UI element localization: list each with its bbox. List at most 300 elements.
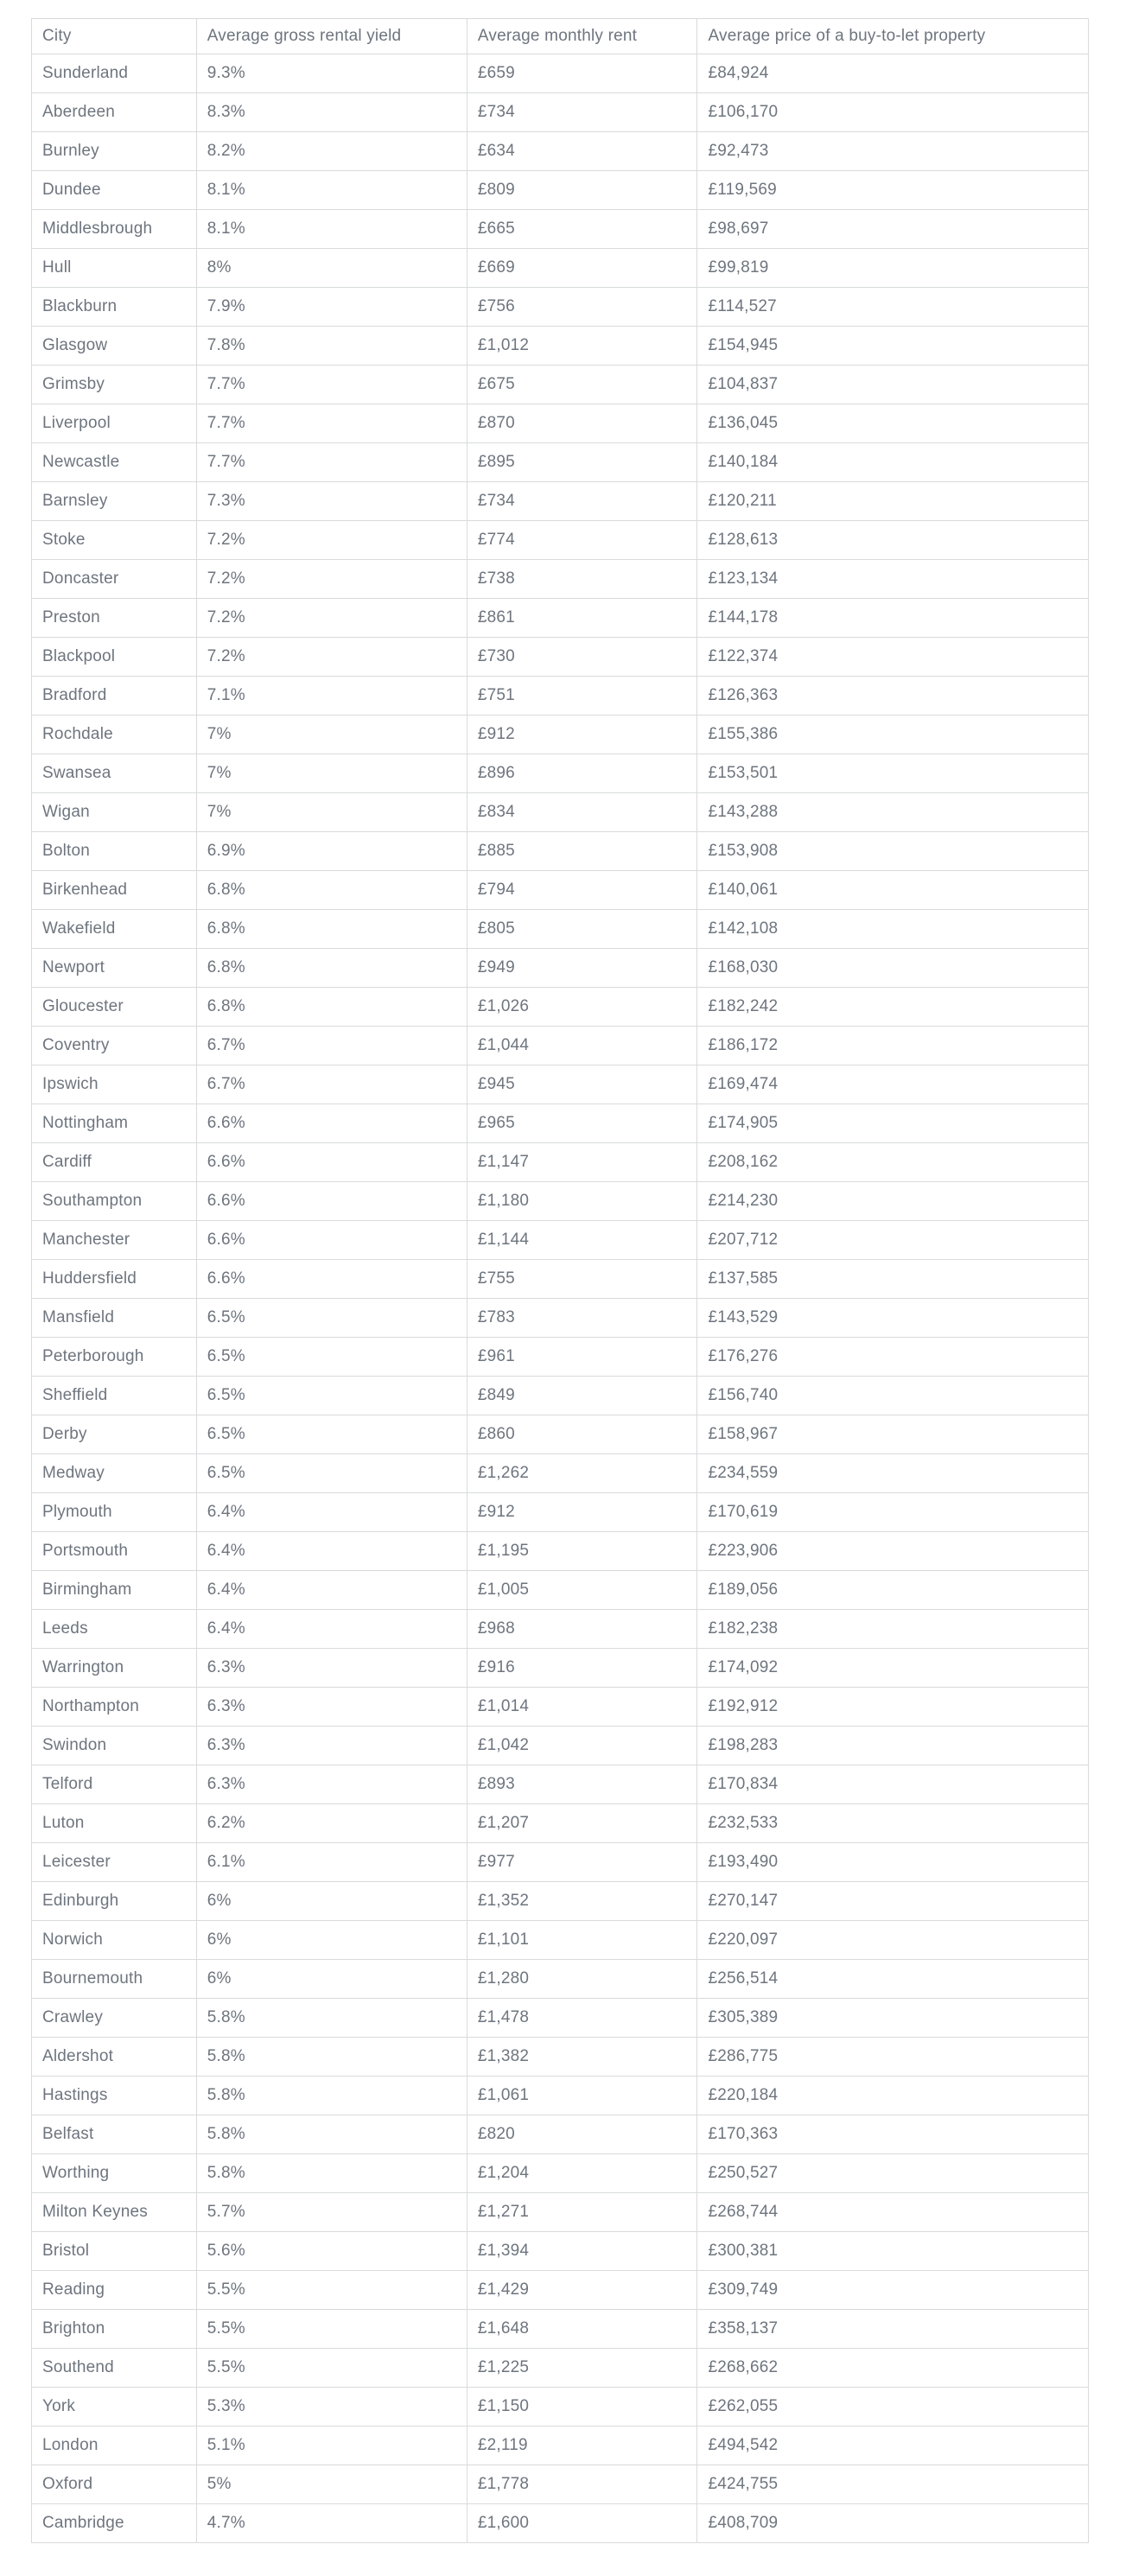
price-cell: £424,755 [697, 2465, 1089, 2504]
price-cell: £214,230 [697, 1182, 1089, 1221]
yield-cell: 6% [196, 1960, 467, 1999]
table-row [32, 2232, 1089, 2271]
yield-cell: 5.5% [196, 2310, 467, 2349]
column-header-city: City [32, 19, 197, 54]
table-row [32, 2193, 1089, 2232]
price-cell: £220,097 [697, 1921, 1089, 1960]
city-cell: Gloucester [32, 988, 197, 1027]
table-row [32, 1493, 1089, 1532]
rent-cell: £809 [467, 171, 697, 210]
rent-cell: £1,014 [467, 1688, 697, 1727]
table-row [32, 2310, 1089, 2349]
yield-cell: 6.6% [196, 1260, 467, 1299]
city-cell: Bradford [32, 677, 197, 716]
price-cell: £119,569 [697, 171, 1089, 210]
price-cell: £140,061 [697, 871, 1089, 910]
yield-cell: 6.7% [196, 1027, 467, 1065]
rent-cell: £1,144 [467, 1221, 697, 1260]
city-cell: Glasgow [32, 327, 197, 366]
city-cell: Peterborough [32, 1338, 197, 1377]
yield-cell: 7.2% [196, 560, 467, 599]
price-cell: £268,662 [697, 2349, 1089, 2388]
yield-cell: 6.8% [196, 949, 467, 988]
price-cell: £198,283 [697, 1727, 1089, 1765]
rent-cell: £945 [467, 1065, 697, 1104]
rental-yield-table-container [31, 18, 1089, 2543]
yield-cell: 6.6% [196, 1104, 467, 1143]
rent-cell: £861 [467, 599, 697, 638]
table-row [32, 754, 1089, 793]
price-cell: £143,288 [697, 793, 1089, 832]
city-cell: London [32, 2427, 197, 2465]
city-cell: Wigan [32, 793, 197, 832]
table-row [32, 288, 1089, 327]
price-cell: £300,381 [697, 2232, 1089, 2271]
rent-cell: £1,204 [467, 2154, 697, 2193]
city-cell: Crawley [32, 1999, 197, 2038]
yield-cell: 6.1% [196, 1843, 467, 1882]
table-row [32, 1454, 1089, 1493]
city-cell: Hastings [32, 2077, 197, 2115]
city-cell: Swindon [32, 1727, 197, 1765]
price-cell: £182,242 [697, 988, 1089, 1027]
city-cell: Liverpool [32, 404, 197, 443]
rent-cell: £849 [467, 1377, 697, 1415]
city-cell: Blackburn [32, 288, 197, 327]
table-row [32, 832, 1089, 871]
city-cell: Derby [32, 1415, 197, 1454]
yield-cell: 5.6% [196, 2232, 467, 2271]
yield-cell: 6.6% [196, 1221, 467, 1260]
city-cell: Nottingham [32, 1104, 197, 1143]
rent-cell: £1,280 [467, 1960, 697, 1999]
table-row [32, 2154, 1089, 2193]
price-cell: £123,134 [697, 560, 1089, 599]
table-row [32, 1532, 1089, 1571]
yield-cell: 5.8% [196, 2115, 467, 2154]
yield-cell: 6.8% [196, 910, 467, 949]
price-cell: £192,912 [697, 1688, 1089, 1727]
rent-cell: £1,005 [467, 1571, 697, 1610]
city-cell: Luton [32, 1804, 197, 1843]
yield-cell: 5.3% [196, 2388, 467, 2427]
yield-cell: 6.3% [196, 1727, 467, 1765]
table-row [32, 871, 1089, 910]
rent-cell: £1,026 [467, 988, 697, 1027]
yield-cell: 7.2% [196, 599, 467, 638]
city-cell: Bournemouth [32, 1960, 197, 1999]
rent-cell: £1,648 [467, 2310, 697, 2349]
column-header-gross-rental-yield: Average gross rental yield [196, 19, 467, 54]
table-row [32, 1571, 1089, 1610]
rent-cell: £794 [467, 871, 697, 910]
yield-cell: 6.3% [196, 1765, 467, 1804]
price-cell: £250,527 [697, 2154, 1089, 2193]
yield-cell: 5.7% [196, 2193, 467, 2232]
yield-cell: 6% [196, 1882, 467, 1921]
price-cell: £144,178 [697, 599, 1089, 638]
rent-cell: £1,207 [467, 1804, 697, 1843]
price-cell: £494,542 [697, 2427, 1089, 2465]
yield-cell: 6.4% [196, 1532, 467, 1571]
yield-cell: 5% [196, 2465, 467, 2504]
city-cell: Aberdeen [32, 93, 197, 132]
table-row [32, 1104, 1089, 1143]
city-cell: Southampton [32, 1182, 197, 1221]
table-row [32, 404, 1089, 443]
rent-cell: £1,271 [467, 2193, 697, 2232]
rent-cell: £1,147 [467, 1143, 697, 1182]
city-cell: Bristol [32, 2232, 197, 2271]
yield-cell: 6.5% [196, 1299, 467, 1338]
yield-cell: 7.2% [196, 521, 467, 560]
table-row [32, 366, 1089, 404]
city-cell: Wakefield [32, 910, 197, 949]
rent-cell: £634 [467, 132, 697, 171]
price-cell: £286,775 [697, 2038, 1089, 2077]
rent-cell: £968 [467, 1610, 697, 1649]
table-row [32, 988, 1089, 1027]
yield-cell: 6% [196, 1921, 467, 1960]
table-header [32, 19, 1089, 54]
price-cell: £106,170 [697, 93, 1089, 132]
city-cell: Leicester [32, 1843, 197, 1882]
city-cell: Birmingham [32, 1571, 197, 1610]
city-cell: Barnsley [32, 482, 197, 521]
table-row [32, 560, 1089, 599]
city-cell: Worthing [32, 2154, 197, 2193]
table-row [32, 54, 1089, 93]
city-cell: Oxford [32, 2465, 197, 2504]
table-row [32, 210, 1089, 249]
rent-cell: £1,101 [467, 1921, 697, 1960]
rent-cell: £1,394 [467, 2232, 697, 2271]
yield-cell: 5.8% [196, 2154, 467, 2193]
city-cell: Southend [32, 2349, 197, 2388]
yield-cell: 8.1% [196, 210, 467, 249]
price-cell: £182,238 [697, 1610, 1089, 1649]
table-row [32, 521, 1089, 560]
table-row [32, 1610, 1089, 1649]
rent-cell: £965 [467, 1104, 697, 1143]
yield-cell: 6.5% [196, 1338, 467, 1377]
price-cell: £169,474 [697, 1065, 1089, 1104]
table-row [32, 2388, 1089, 2427]
city-cell: Mansfield [32, 1299, 197, 1338]
rent-cell: £895 [467, 443, 697, 482]
rental-yield-table [31, 18, 1089, 2543]
price-cell: £232,533 [697, 1804, 1089, 1843]
city-cell: Portsmouth [32, 1532, 197, 1571]
rent-cell: £1,042 [467, 1727, 697, 1765]
rent-cell: £1,195 [467, 1532, 697, 1571]
price-cell: £174,905 [697, 1104, 1089, 1143]
yield-cell: 6.5% [196, 1377, 467, 1415]
price-cell: £155,386 [697, 716, 1089, 754]
rent-cell: £870 [467, 404, 697, 443]
yield-cell: 6.3% [196, 1649, 467, 1688]
rent-cell: £1,600 [467, 2504, 697, 2543]
table-row [32, 93, 1089, 132]
rent-cell: £885 [467, 832, 697, 871]
header-row [32, 19, 1089, 54]
city-cell: Huddersfield [32, 1260, 197, 1299]
city-cell: Preston [32, 599, 197, 638]
yield-cell: 8% [196, 249, 467, 288]
price-cell: £223,906 [697, 1532, 1089, 1571]
rent-cell: £1,778 [467, 2465, 697, 2504]
rent-cell: £912 [467, 1493, 697, 1532]
rent-cell: £751 [467, 677, 697, 716]
yield-cell: 5.5% [196, 2271, 467, 2310]
table-row [32, 1415, 1089, 1454]
yield-cell: 8.2% [196, 132, 467, 171]
rent-cell: £916 [467, 1649, 697, 1688]
rent-cell: £665 [467, 210, 697, 249]
city-cell: Northampton [32, 1688, 197, 1727]
table-row [32, 1182, 1089, 1221]
city-cell: Cambridge [32, 2504, 197, 2543]
city-cell: York [32, 2388, 197, 2427]
table-row [32, 171, 1089, 210]
rent-cell: £730 [467, 638, 697, 677]
yield-cell: 6.6% [196, 1143, 467, 1182]
city-cell: Telford [32, 1765, 197, 1804]
table-row [32, 793, 1089, 832]
price-cell: £234,559 [697, 1454, 1089, 1493]
rent-cell: £1,180 [467, 1182, 697, 1221]
price-cell: £154,945 [697, 327, 1089, 366]
yield-cell: 7% [196, 716, 467, 754]
city-cell: Sunderland [32, 54, 197, 93]
price-cell: £193,490 [697, 1843, 1089, 1882]
table-row [32, 1260, 1089, 1299]
city-cell: Medway [32, 1454, 197, 1493]
price-cell: £168,030 [697, 949, 1089, 988]
price-cell: £122,374 [697, 638, 1089, 677]
table-row [32, 1065, 1089, 1104]
rent-cell: £1,262 [467, 1454, 697, 1493]
city-cell: Rochdale [32, 716, 197, 754]
yield-cell: 5.1% [196, 2427, 467, 2465]
table-row [32, 638, 1089, 677]
city-cell: Coventry [32, 1027, 197, 1065]
rent-cell: £860 [467, 1415, 697, 1454]
price-cell: £170,363 [697, 2115, 1089, 2154]
price-cell: £92,473 [697, 132, 1089, 171]
yield-cell: 8.3% [196, 93, 467, 132]
price-cell: £174,092 [697, 1649, 1089, 1688]
table-row [32, 1377, 1089, 1415]
table-row [32, 482, 1089, 521]
yield-cell: 7.1% [196, 677, 467, 716]
table-row [32, 2077, 1089, 2115]
rent-cell: £805 [467, 910, 697, 949]
city-cell: Swansea [32, 754, 197, 793]
rent-cell: £675 [467, 366, 697, 404]
rent-cell: £961 [467, 1338, 697, 1377]
column-header-monthly-rent: Average monthly rent [467, 19, 697, 54]
table-row [32, 910, 1089, 949]
yield-cell: 7.3% [196, 482, 467, 521]
table-row [32, 1765, 1089, 1804]
price-cell: £114,527 [697, 288, 1089, 327]
yield-cell: 8.1% [196, 171, 467, 210]
yield-cell: 4.7% [196, 2504, 467, 2543]
yield-cell: 6.9% [196, 832, 467, 871]
price-cell: £136,045 [697, 404, 1089, 443]
table-row [32, 1727, 1089, 1765]
price-cell: £220,184 [697, 2077, 1089, 2115]
table-row [32, 1921, 1089, 1960]
yield-cell: 6.8% [196, 988, 467, 1027]
price-cell: £208,162 [697, 1143, 1089, 1182]
rent-cell: £755 [467, 1260, 697, 1299]
table-row [32, 949, 1089, 988]
yield-cell: 7.9% [196, 288, 467, 327]
city-cell: Milton Keynes [32, 2193, 197, 2232]
table-row [32, 1999, 1089, 2038]
price-cell: £143,529 [697, 1299, 1089, 1338]
yield-cell: 5.5% [196, 2349, 467, 2388]
city-cell: Leeds [32, 1610, 197, 1649]
rent-cell: £1,150 [467, 2388, 697, 2427]
table-row [32, 1649, 1089, 1688]
yield-cell: 7.7% [196, 443, 467, 482]
table-row [32, 2115, 1089, 2154]
price-cell: £140,184 [697, 443, 1089, 482]
rent-cell: £734 [467, 482, 697, 521]
table-row [32, 677, 1089, 716]
rent-cell: £820 [467, 2115, 697, 2154]
price-cell: £189,056 [697, 1571, 1089, 1610]
table-row [32, 2271, 1089, 2310]
yield-cell: 6.6% [196, 1182, 467, 1221]
city-cell: Hull [32, 249, 197, 288]
table-row [32, 2427, 1089, 2465]
yield-cell: 5.8% [196, 1999, 467, 2038]
city-cell: Newcastle [32, 443, 197, 482]
table-row [32, 2465, 1089, 2504]
city-cell: Newport [32, 949, 197, 988]
city-cell: Dundee [32, 171, 197, 210]
price-cell: £98,697 [697, 210, 1089, 249]
city-cell: Ipswich [32, 1065, 197, 1104]
table-row [32, 2504, 1089, 2543]
price-cell: £142,108 [697, 910, 1089, 949]
city-cell: Reading [32, 2271, 197, 2310]
table-row [32, 1338, 1089, 1377]
rent-cell: £738 [467, 560, 697, 599]
table-row [32, 599, 1089, 638]
table-row [32, 2349, 1089, 2388]
rent-cell: £1,478 [467, 1999, 697, 2038]
table-row [32, 2038, 1089, 2077]
price-cell: £137,585 [697, 1260, 1089, 1299]
yield-cell: 6.4% [196, 1610, 467, 1649]
rent-cell: £896 [467, 754, 697, 793]
city-cell: Norwich [32, 1921, 197, 1960]
price-cell: £170,619 [697, 1493, 1089, 1532]
yield-cell: 5.8% [196, 2038, 467, 2077]
yield-cell: 9.3% [196, 54, 467, 93]
city-cell: Warrington [32, 1649, 197, 1688]
yield-cell: 6.8% [196, 871, 467, 910]
rent-cell: £893 [467, 1765, 697, 1804]
price-cell: £170,834 [697, 1765, 1089, 1804]
price-cell: £268,744 [697, 2193, 1089, 2232]
rent-cell: £1,225 [467, 2349, 697, 2388]
yield-cell: 7% [196, 754, 467, 793]
table-row [32, 1143, 1089, 1182]
price-cell: £186,172 [697, 1027, 1089, 1065]
yield-cell: 7.2% [196, 638, 467, 677]
city-cell: Sheffield [32, 1377, 197, 1415]
yield-cell: 7.7% [196, 366, 467, 404]
table-row [32, 1804, 1089, 1843]
yield-cell: 6.4% [196, 1571, 467, 1610]
price-cell: £156,740 [697, 1377, 1089, 1415]
yield-cell: 6.7% [196, 1065, 467, 1104]
price-cell: £158,967 [697, 1415, 1089, 1454]
city-cell: Middlesbrough [32, 210, 197, 249]
price-cell: £176,276 [697, 1338, 1089, 1377]
rent-cell: £734 [467, 93, 697, 132]
table-row [32, 1027, 1089, 1065]
table-row [32, 443, 1089, 482]
table-row [32, 1221, 1089, 1260]
price-cell: £207,712 [697, 1221, 1089, 1260]
table-row [32, 1299, 1089, 1338]
city-cell: Aldershot [32, 2038, 197, 2077]
rent-cell: £977 [467, 1843, 697, 1882]
city-cell: Stoke [32, 521, 197, 560]
price-cell: £358,137 [697, 2310, 1089, 2349]
price-cell: £270,147 [697, 1882, 1089, 1921]
city-cell: Plymouth [32, 1493, 197, 1532]
price-cell: £99,819 [697, 249, 1089, 288]
yield-cell: 6.4% [196, 1493, 467, 1532]
table-row [32, 327, 1089, 366]
price-cell: £262,055 [697, 2388, 1089, 2427]
price-cell: £126,363 [697, 677, 1089, 716]
yield-cell: 7% [196, 793, 467, 832]
yield-cell: 7.7% [196, 404, 467, 443]
rent-cell: £949 [467, 949, 697, 988]
price-cell: £256,514 [697, 1960, 1089, 1999]
table-row [32, 249, 1089, 288]
city-cell: Cardiff [32, 1143, 197, 1182]
price-cell: £128,613 [697, 521, 1089, 560]
price-cell: £120,211 [697, 482, 1089, 521]
rent-cell: £1,382 [467, 2038, 697, 2077]
city-cell: Manchester [32, 1221, 197, 1260]
price-cell: £305,389 [697, 1999, 1089, 2038]
table-row [32, 716, 1089, 754]
yield-cell: 7.8% [196, 327, 467, 366]
table-row [32, 1843, 1089, 1882]
rent-cell: £912 [467, 716, 697, 754]
yield-cell: 6.3% [196, 1688, 467, 1727]
price-cell: £104,837 [697, 366, 1089, 404]
rent-cell: £669 [467, 249, 697, 288]
rent-cell: £1,352 [467, 1882, 697, 1921]
yield-cell: 6.5% [196, 1454, 467, 1493]
city-cell: Brighton [32, 2310, 197, 2349]
city-cell: Doncaster [32, 560, 197, 599]
yield-cell: 6.5% [196, 1415, 467, 1454]
rent-cell: £756 [467, 288, 697, 327]
